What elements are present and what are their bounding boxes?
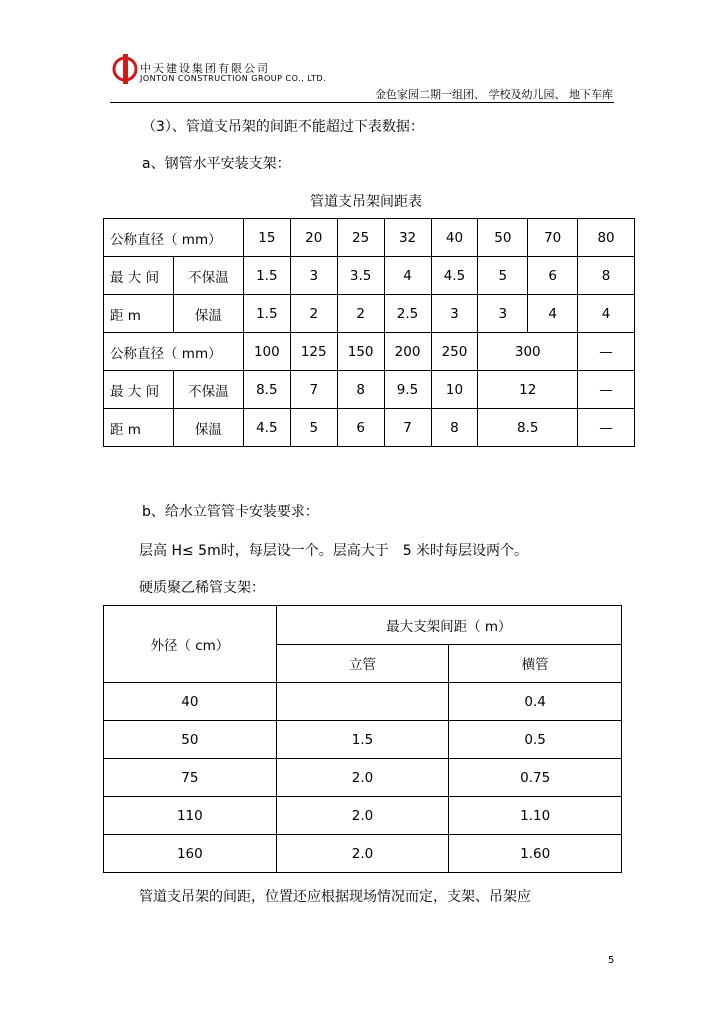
table-cell: 25 — [337, 219, 384, 257]
pvc-support-table — [103, 605, 622, 873]
table-cell: 10 — [431, 371, 478, 409]
closing-paragraph: 管道支吊架的间距，位置还应根据现场情况而定，支架、吊架应 — [139, 889, 531, 905]
table-cell: 4 — [384, 257, 431, 295]
table-cell: 6 — [528, 257, 578, 295]
table-cell: 0.4 — [449, 683, 622, 721]
table-cell: 50 — [478, 219, 528, 257]
uninsulated-label: 不保温 — [173, 371, 243, 409]
table-row — [104, 333, 635, 371]
table-cell: 70 — [528, 219, 578, 257]
project-name: 金色家园二期一组团、 学校及幼儿园、 地下车库 — [375, 88, 613, 101]
table-row — [104, 371, 635, 409]
table-row — [104, 219, 635, 257]
table-row — [104, 759, 622, 797]
company-name-cn: 中天建设集团有限公司 — [140, 62, 270, 75]
table-cell: — — [578, 409, 635, 447]
table-cell: 5 — [290, 409, 337, 447]
table-row — [104, 606, 622, 645]
table-cell: 8 — [578, 257, 635, 295]
table-cell: 20 — [290, 219, 337, 257]
table-row — [104, 835, 622, 873]
table-row — [104, 797, 622, 835]
table-cell: 4 — [578, 295, 635, 333]
table-cell: 125 — [290, 333, 337, 371]
table-cell: 3 — [478, 295, 528, 333]
table-cell: 1.5 — [243, 295, 290, 333]
uninsulated-label: 不保温 — [173, 257, 243, 295]
span-label-bottom: 距 m — [104, 295, 174, 333]
table-cell: 2.0 — [276, 835, 449, 873]
table-cell: 160 — [104, 835, 277, 873]
table-cell: 6 — [337, 409, 384, 447]
table-cell: 4.5 — [243, 409, 290, 447]
table-row — [104, 721, 622, 759]
riser-rule: 层高 H≤ 5m时，每层设一个。层高大于 5 米时每层设两个。 — [139, 543, 529, 559]
table-cell: 250 — [431, 333, 478, 371]
table-cell: 8.5 — [243, 371, 290, 409]
table-cell: 300 — [478, 333, 578, 371]
table-cell: 80 — [578, 219, 635, 257]
table-cell: 40 — [431, 219, 478, 257]
support-spacing-table — [103, 218, 635, 447]
span-label-bottom: 距 m — [104, 409, 174, 447]
table-cell: 0.75 — [449, 759, 622, 797]
table-cell: 50 — [104, 721, 277, 759]
table-cell: — — [578, 333, 635, 371]
item-a-heading: a、钢管水平安装支架： — [142, 156, 291, 172]
table-cell: 75 — [104, 759, 277, 797]
table-cell: 1.60 — [449, 835, 622, 873]
page-number: 5 — [608, 955, 615, 966]
od-label: 外径（ cm） — [104, 606, 277, 683]
table-cell: 150 — [337, 333, 384, 371]
section-title: （3）、管道支吊架的间距不能超过下表数据： — [142, 119, 424, 135]
table-cell: 1.5 — [243, 257, 290, 295]
table-cell: 2 — [290, 295, 337, 333]
table-row — [104, 683, 622, 721]
table-cell: 2 — [337, 295, 384, 333]
table-cell: 3 — [290, 257, 337, 295]
insulated-label: 保温 — [173, 409, 243, 447]
company-logo-icon — [112, 52, 140, 86]
item-b-heading: b、给水立管管卡安装要求： — [142, 504, 319, 520]
span-label-top: 最 大 间 — [104, 371, 174, 409]
table-cell: 7 — [290, 371, 337, 409]
insulated-label: 保温 — [173, 295, 243, 333]
table-cell: 2.5 — [384, 295, 431, 333]
dn-label: 公称直径（ mm） — [104, 219, 244, 257]
table-row — [104, 295, 635, 333]
table-cell: 3.5 — [337, 257, 384, 295]
table-cell: 15 — [243, 219, 290, 257]
table-cell: 3 — [431, 295, 478, 333]
table-cell: 100 — [243, 333, 290, 371]
pvc-title: 硬质聚乙稀管支架： — [139, 580, 265, 596]
table-cell: 4 — [528, 295, 578, 333]
vertical-label: 立管 — [276, 644, 449, 683]
table-cell: 7 — [384, 409, 431, 447]
table-cell: 8.5 — [478, 409, 578, 447]
table-cell: 5 — [478, 257, 528, 295]
table-cell — [276, 683, 449, 721]
dn-label: 公称直径（ mm） — [104, 333, 244, 371]
table-cell: 200 — [384, 333, 431, 371]
table-cell: 12 — [478, 371, 578, 409]
table-cell: 8 — [431, 409, 478, 447]
table-cell: — — [578, 371, 635, 409]
table-cell: 110 — [104, 797, 277, 835]
table-cell: 40 — [104, 683, 277, 721]
span-label-top: 最 大 间 — [104, 257, 174, 295]
table-cell: 2.0 — [276, 759, 449, 797]
table-cell: 1.10 — [449, 797, 622, 835]
company-name-en: JONTON CONSTRUCTION GROUP CO., LTD. — [140, 74, 327, 83]
table-cell: 0.5 — [449, 721, 622, 759]
table-cell: 4.5 — [431, 257, 478, 295]
table-cell: 9.5 — [384, 371, 431, 409]
table-cell: 2.0 — [276, 797, 449, 835]
table-row — [104, 257, 635, 295]
table-row — [104, 409, 635, 447]
horizontal-label: 横管 — [449, 644, 622, 683]
table-cell: 1.5 — [276, 721, 449, 759]
table-cell: 32 — [384, 219, 431, 257]
max-span-label: 最大支架间距（ m） — [276, 606, 621, 645]
header-divider — [110, 102, 614, 103]
table1-caption: 管道支吊架间距表 — [310, 194, 422, 210]
table-cell: 8 — [337, 371, 384, 409]
